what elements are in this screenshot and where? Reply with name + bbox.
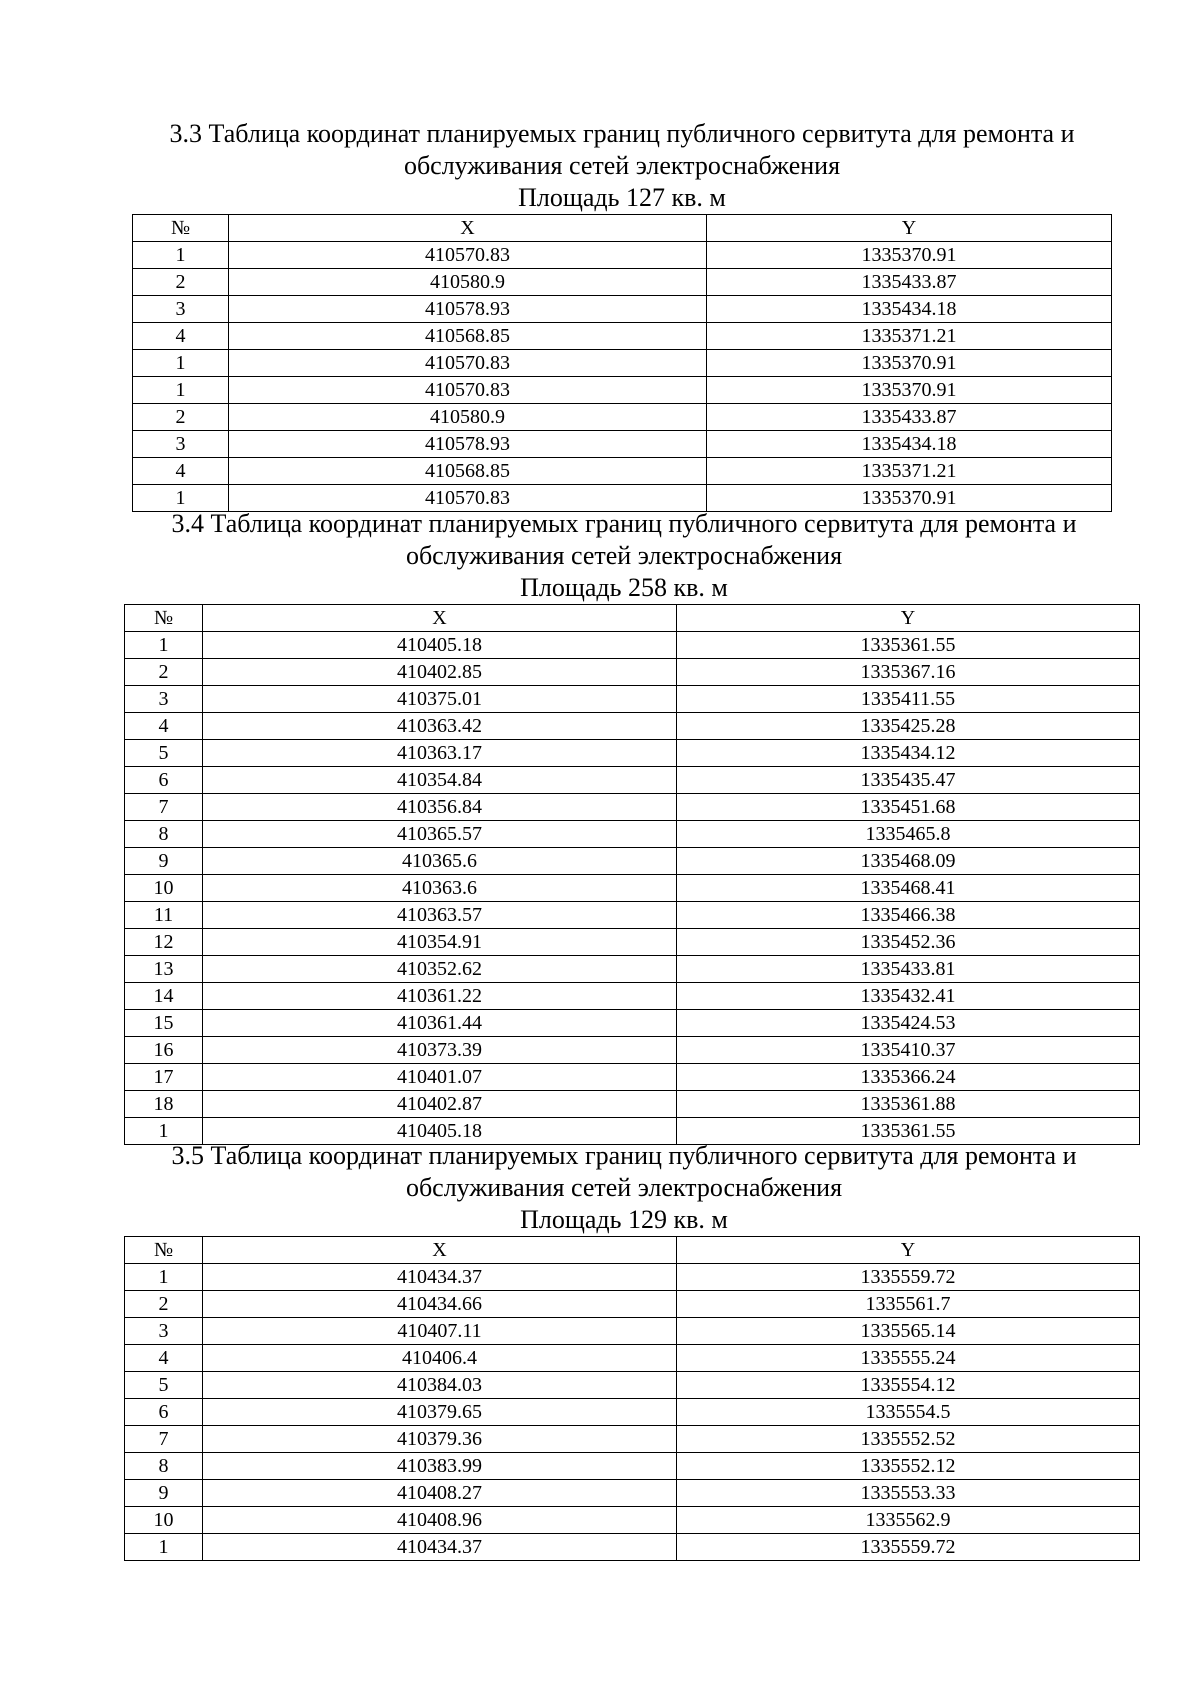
point-number-cell: 5	[125, 740, 203, 767]
point-number-cell: 3	[133, 431, 229, 458]
section-area: Площадь 127 кв. м	[518, 183, 726, 212]
x-coordinate-cell: 410379.36	[203, 1426, 677, 1453]
section-title-line1: 3.4 Таблица координат планируемых границ публичного сервитута для ремонта и	[171, 509, 1077, 538]
table-row	[125, 1453, 1140, 1480]
table-row	[125, 1399, 1140, 1426]
x-coordinate-cell: 410356.84	[203, 794, 677, 821]
section-title-line1: 3.3 Таблица координат планируемых границ публичного сервитута для ремонта и	[169, 119, 1075, 148]
table-row	[133, 431, 1112, 458]
y-coordinate-cell: 1335370.91	[707, 485, 1112, 512]
table-row	[125, 1507, 1140, 1534]
y-coordinate-cell: 1335410.37	[677, 1037, 1140, 1064]
table-row	[125, 1037, 1140, 1064]
y-coordinate-cell: 1335561.7	[677, 1291, 1140, 1318]
table-row	[125, 1534, 1140, 1561]
x-coordinate-cell: 410363.17	[203, 740, 677, 767]
x-coordinate-cell: 410406.4	[203, 1345, 677, 1372]
table-row	[133, 350, 1112, 377]
y-coordinate-cell: 1335425.28	[677, 713, 1140, 740]
y-coordinate-cell: 1335433.87	[707, 404, 1112, 431]
point-number-cell: 18	[125, 1091, 203, 1118]
point-number-cell: 1	[133, 485, 229, 512]
section-area: Площадь 258 кв. м	[520, 573, 728, 602]
section-title-line2: обслуживания сетей электроснабжения	[403, 151, 841, 180]
y-coordinate-cell: 1335424.53	[677, 1010, 1140, 1037]
x-coordinate-cell: 410352.62	[203, 956, 677, 983]
table-header-row	[125, 605, 1140, 632]
y-coordinate-cell: 1335361.55	[677, 632, 1140, 659]
point-number-cell: 16	[125, 1037, 203, 1064]
column-header-x: X	[203, 1237, 677, 1264]
point-number-cell: 9	[125, 1480, 203, 1507]
y-coordinate-cell: 1335411.55	[677, 686, 1140, 713]
x-coordinate-cell: 410365.6	[203, 848, 677, 875]
point-number-cell: 2	[125, 659, 203, 686]
table-row	[125, 1372, 1140, 1399]
column-header-y: Y	[677, 1237, 1140, 1264]
x-coordinate-cell: 410363.57	[203, 902, 677, 929]
point-number-cell: 15	[125, 1010, 203, 1037]
table-row	[125, 1480, 1140, 1507]
x-coordinate-cell: 410405.18	[203, 1118, 677, 1145]
y-coordinate-cell: 1335559.72	[677, 1264, 1140, 1291]
table-row	[125, 983, 1140, 1010]
point-number-cell: 2	[125, 1291, 203, 1318]
x-coordinate-cell: 410402.85	[203, 659, 677, 686]
x-coordinate-cell: 410363.42	[203, 713, 677, 740]
point-number-cell: 1	[125, 1118, 203, 1145]
point-number-cell: 1	[125, 632, 203, 659]
y-coordinate-cell: 1335366.24	[677, 1064, 1140, 1091]
section-area: Площадь 129 кв. м	[520, 1205, 728, 1234]
point-number-cell: 3	[133, 296, 229, 323]
point-number-cell: 9	[125, 848, 203, 875]
table-row	[133, 296, 1112, 323]
table-row	[125, 1091, 1140, 1118]
y-coordinate-cell: 1335361.55	[677, 1118, 1140, 1145]
x-coordinate-cell: 410578.93	[229, 296, 707, 323]
table-row	[125, 659, 1140, 686]
y-coordinate-cell: 1335432.41	[677, 983, 1140, 1010]
y-coordinate-cell: 1335433.81	[677, 956, 1140, 983]
y-coordinate-cell: 1335554.5	[677, 1399, 1140, 1426]
table-row	[125, 848, 1140, 875]
x-coordinate-cell: 410401.07	[203, 1064, 677, 1091]
column-header-y: Y	[707, 215, 1112, 242]
y-coordinate-cell: 1335435.47	[677, 767, 1140, 794]
point-number-cell: 13	[125, 956, 203, 983]
y-coordinate-cell: 1335553.33	[677, 1480, 1140, 1507]
x-coordinate-cell: 410434.66	[203, 1291, 677, 1318]
column-header-x: X	[203, 605, 677, 632]
point-number-cell: 4	[125, 713, 203, 740]
x-coordinate-cell: 410361.44	[203, 1010, 677, 1037]
y-coordinate-cell: 1335468.09	[677, 848, 1140, 875]
y-coordinate-cell: 1335466.38	[677, 902, 1140, 929]
y-coordinate-cell: 1335468.41	[677, 875, 1140, 902]
x-coordinate-cell: 410405.18	[203, 632, 677, 659]
x-coordinate-cell: 410408.96	[203, 1507, 677, 1534]
y-coordinate-cell: 1335555.24	[677, 1345, 1140, 1372]
table-row	[125, 1318, 1140, 1345]
x-coordinate-cell: 410384.03	[203, 1372, 677, 1399]
y-coordinate-cell: 1335371.21	[707, 323, 1112, 350]
point-number-cell: 2	[133, 404, 229, 431]
table-row	[125, 740, 1140, 767]
y-coordinate-cell: 1335433.87	[707, 269, 1112, 296]
y-coordinate-cell: 1335370.91	[707, 242, 1112, 269]
point-number-cell: 7	[125, 794, 203, 821]
y-coordinate-cell: 1335367.16	[677, 659, 1140, 686]
point-number-cell: 1	[125, 1264, 203, 1291]
y-coordinate-cell: 1335434.18	[707, 431, 1112, 458]
y-coordinate-cell: 1335565.14	[677, 1318, 1140, 1345]
y-coordinate-cell: 1335554.12	[677, 1372, 1140, 1399]
x-coordinate-cell: 410375.01	[203, 686, 677, 713]
x-coordinate-cell: 410568.85	[229, 323, 707, 350]
point-number-cell: 6	[125, 1399, 203, 1426]
table-row	[125, 794, 1140, 821]
table-header-row	[133, 215, 1112, 242]
table-row	[125, 929, 1140, 956]
x-coordinate-cell: 410407.11	[203, 1318, 677, 1345]
table-row	[133, 242, 1112, 269]
point-number-cell: 5	[125, 1372, 203, 1399]
y-coordinate-cell: 1335370.91	[707, 377, 1112, 404]
x-coordinate-cell: 410354.91	[203, 929, 677, 956]
table-row	[125, 686, 1140, 713]
point-number-cell: 7	[125, 1426, 203, 1453]
column-header-number: №	[125, 1237, 203, 1264]
table-row	[125, 1264, 1140, 1291]
x-coordinate-cell: 410361.22	[203, 983, 677, 1010]
point-number-cell: 11	[125, 902, 203, 929]
y-coordinate-cell: 1335370.91	[707, 350, 1112, 377]
x-coordinate-cell: 410354.84	[203, 767, 677, 794]
coordinates-table-3-4	[124, 604, 1140, 1145]
y-coordinate-cell: 1335434.18	[707, 296, 1112, 323]
point-number-cell: 1	[125, 1534, 203, 1561]
table-row	[133, 458, 1112, 485]
column-header-number: №	[125, 605, 203, 632]
y-coordinate-cell: 1335451.68	[677, 794, 1140, 821]
table-row	[133, 323, 1112, 350]
x-coordinate-cell: 410363.6	[203, 875, 677, 902]
y-coordinate-cell: 1335552.52	[677, 1426, 1140, 1453]
point-number-cell: 17	[125, 1064, 203, 1091]
x-coordinate-cell: 410570.83	[229, 485, 707, 512]
point-number-cell: 4	[133, 323, 229, 350]
point-number-cell: 1	[133, 350, 229, 377]
point-number-cell: 3	[125, 1318, 203, 1345]
x-coordinate-cell: 410373.39	[203, 1037, 677, 1064]
table-row	[125, 713, 1140, 740]
y-coordinate-cell: 1335434.12	[677, 740, 1140, 767]
x-coordinate-cell: 410434.37	[203, 1534, 677, 1561]
x-coordinate-cell: 410379.65	[203, 1399, 677, 1426]
table-row	[125, 956, 1140, 983]
table-row	[125, 1345, 1140, 1372]
table-row	[125, 875, 1140, 902]
point-number-cell: 1	[133, 377, 229, 404]
table-row	[125, 767, 1140, 794]
column-header-number: №	[133, 215, 229, 242]
section-title-line1: 3.5 Таблица координат планируемых границ публичного сервитута для ремонта и	[171, 1141, 1077, 1170]
table-row	[125, 1064, 1140, 1091]
point-number-cell: 12	[125, 929, 203, 956]
section-3-3	[132, 118, 1112, 214]
point-number-cell: 10	[125, 875, 203, 902]
y-coordinate-cell: 1335562.9	[677, 1507, 1140, 1534]
table-header-row	[125, 1237, 1140, 1264]
point-number-cell: 6	[125, 767, 203, 794]
point-number-cell: 4	[125, 1345, 203, 1372]
x-coordinate-cell: 410434.37	[203, 1264, 677, 1291]
x-coordinate-cell: 410568.85	[229, 458, 707, 485]
coordinates-table-3-3	[132, 214, 1112, 512]
table-row	[133, 377, 1112, 404]
point-number-cell: 10	[125, 1507, 203, 1534]
y-coordinate-cell: 1335465.8	[677, 821, 1140, 848]
section-title-line2: обслуживания сетей электроснабжения	[405, 1173, 843, 1202]
point-number-cell: 4	[133, 458, 229, 485]
y-coordinate-cell: 1335559.72	[677, 1534, 1140, 1561]
table-row	[125, 1291, 1140, 1318]
section-title-line2: обслуживания сетей электроснабжения	[405, 541, 843, 570]
column-header-y: Y	[677, 605, 1140, 632]
x-coordinate-cell: 410570.83	[229, 242, 707, 269]
point-number-cell: 14	[125, 983, 203, 1010]
table-row	[125, 821, 1140, 848]
point-number-cell: 8	[125, 1453, 203, 1480]
y-coordinate-cell: 1335361.88	[677, 1091, 1140, 1118]
x-coordinate-cell: 410365.57	[203, 821, 677, 848]
point-number-cell: 1	[133, 242, 229, 269]
x-coordinate-cell: 410402.87	[203, 1091, 677, 1118]
x-coordinate-cell: 410383.99	[203, 1453, 677, 1480]
section-3-5	[124, 1140, 1124, 1236]
table-row	[125, 902, 1140, 929]
point-number-cell: 8	[125, 821, 203, 848]
section-3-4	[124, 508, 1124, 604]
x-coordinate-cell: 410408.27	[203, 1480, 677, 1507]
table-row	[125, 1426, 1140, 1453]
y-coordinate-cell: 1335552.12	[677, 1453, 1140, 1480]
y-coordinate-cell: 1335371.21	[707, 458, 1112, 485]
x-coordinate-cell: 410580.9	[229, 269, 707, 296]
x-coordinate-cell: 410578.93	[229, 431, 707, 458]
table-row	[125, 1010, 1140, 1037]
x-coordinate-cell: 410580.9	[229, 404, 707, 431]
x-coordinate-cell: 410570.83	[229, 350, 707, 377]
coordinates-table-3-5	[124, 1236, 1140, 1561]
table-row	[133, 404, 1112, 431]
table-row	[125, 632, 1140, 659]
y-coordinate-cell: 1335452.36	[677, 929, 1140, 956]
column-header-x: X	[229, 215, 707, 242]
x-coordinate-cell: 410570.83	[229, 377, 707, 404]
point-number-cell: 3	[125, 686, 203, 713]
table-row	[133, 269, 1112, 296]
point-number-cell: 2	[133, 269, 229, 296]
